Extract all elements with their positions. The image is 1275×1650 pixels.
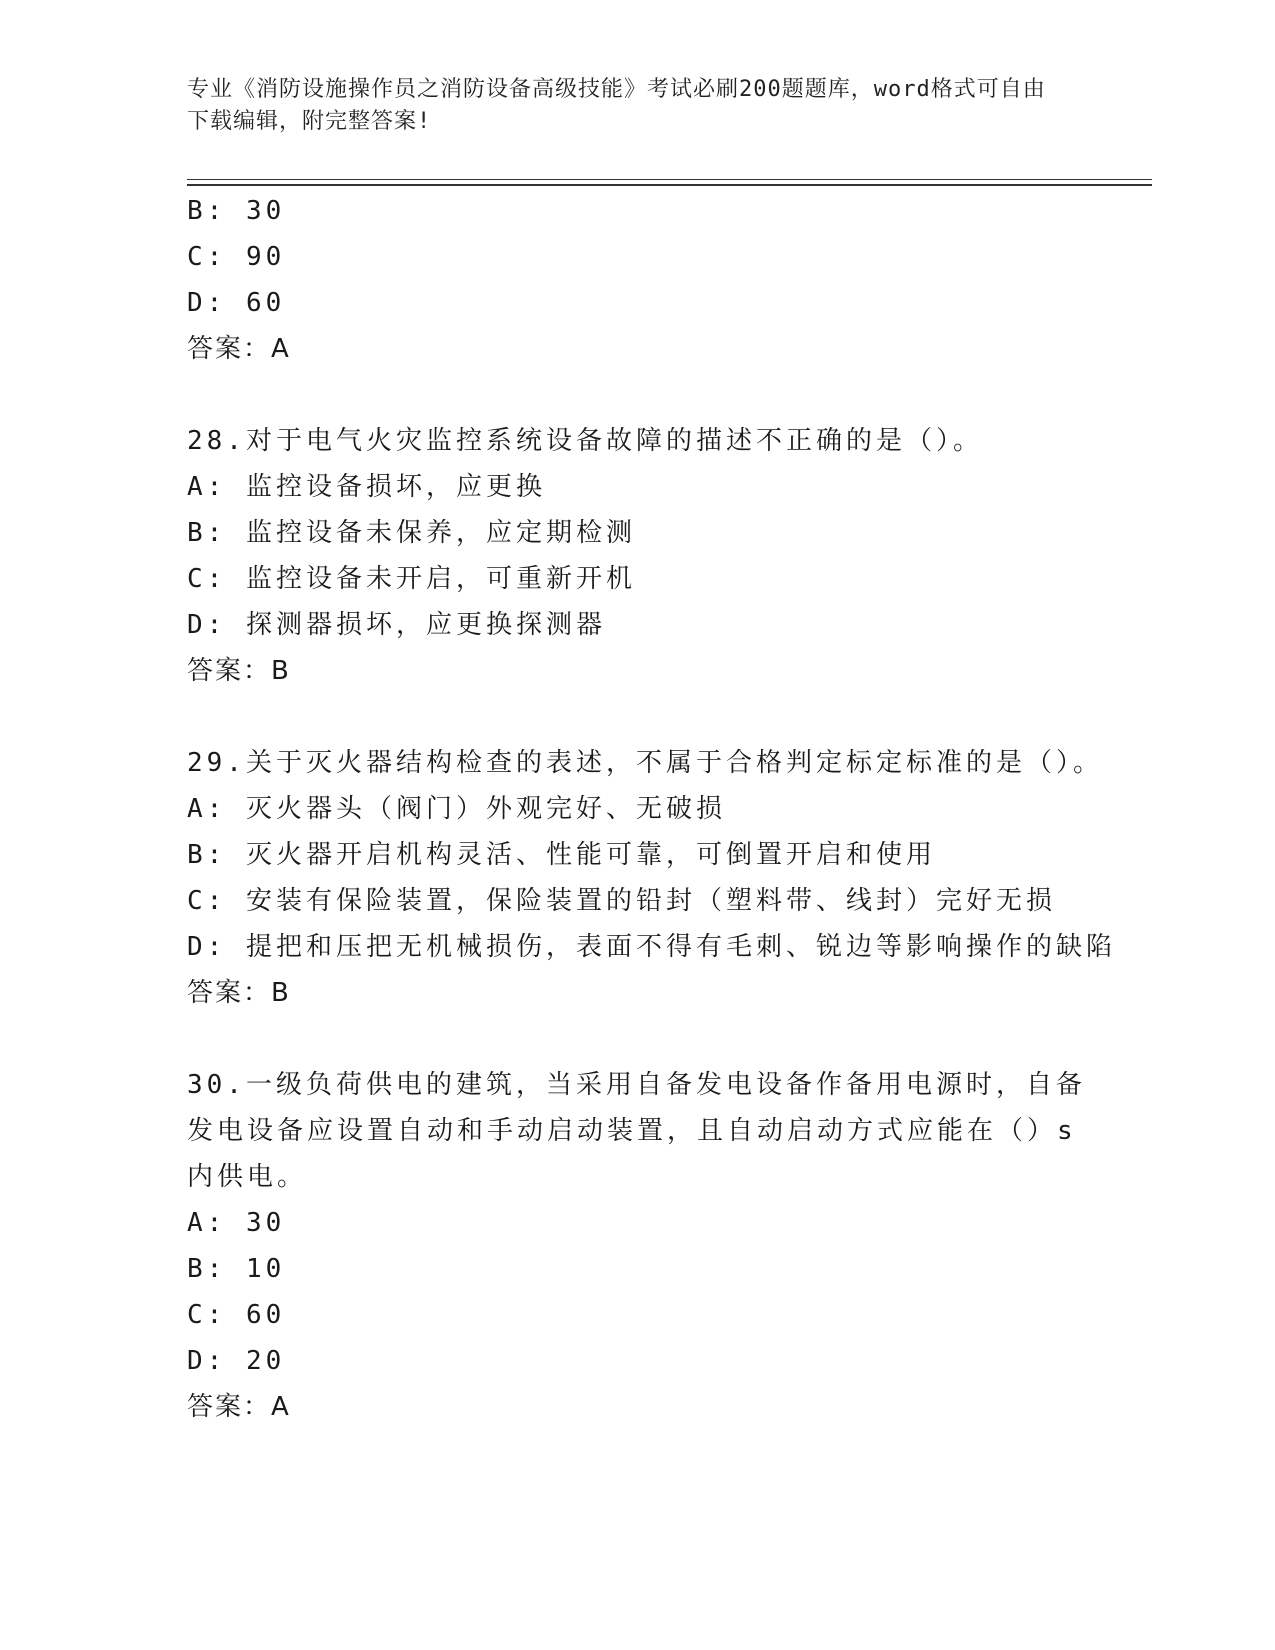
- option-d: D: 提把和压把无机械损伤，表面不得有毛刺、锐边等影响操作的缺陷: [187, 932, 1116, 962]
- header-divider: [187, 179, 1152, 180]
- document-title: 专业《消防设施操作员之消防设备高级技能》考试必刷200题题库，word格式可自由下载编辑，附完整答案!: [187, 77, 1046, 134]
- question-block: [187, 418, 1087, 694]
- option-c: C: 90: [187, 242, 286, 272]
- option-b: B: 灭火器开启机构灵活、性能可靠，可倒置开启和使用: [187, 840, 936, 870]
- question-block: [187, 740, 1116, 1016]
- option-d: D: 20: [187, 1346, 286, 1376]
- option-b: B: 10: [187, 1254, 286, 1284]
- answer-label: 答案：B: [187, 978, 291, 1008]
- option-a: A: 30: [187, 1208, 286, 1238]
- answer-label: 答案：A: [187, 1392, 291, 1422]
- option-a: A: 监控设备损坏，应更换: [187, 472, 546, 502]
- question-stem: 30.一级负荷供电的建筑，当采用自备发电设备作备用电源时，自备发电设备应设置自动和手动启动装置，且自动启动方式应能在（）s内供电。: [187, 1070, 1086, 1192]
- option-d: D: 探测器损坏，应更换探测器: [187, 610, 606, 640]
- option-c: C: 60: [187, 1300, 286, 1330]
- question-stem: 29.关于灭火器结构检查的表述，不属于合格判定标定标准的是（）。: [187, 748, 1103, 778]
- question-list: [187, 188, 1116, 1430]
- question-block: [187, 1062, 1087, 1430]
- option-c: C: 监控设备未开启，可重新开机: [187, 564, 636, 594]
- option-b: B: 监控设备未保养，应定期检测: [187, 518, 636, 548]
- option-c: C: 安装有保险装置，保险装置的铅封（塑料带、线封）完好无损: [187, 886, 1056, 916]
- document-header: [187, 74, 1067, 138]
- answer-label: 答案：B: [187, 656, 291, 686]
- option-a: A: 灭火器头（阀门）外观完好、无破损: [187, 794, 726, 824]
- answer-label: 答案：A: [187, 334, 291, 364]
- header-divider-thick: [187, 184, 1152, 186]
- question-block: [187, 188, 1087, 372]
- option-d: D: 60: [187, 288, 286, 318]
- option-b: B: 30: [187, 196, 286, 226]
- question-stem: 28.对于电气火灾监控系统设备故障的描述不正确的是（）。: [187, 426, 983, 456]
